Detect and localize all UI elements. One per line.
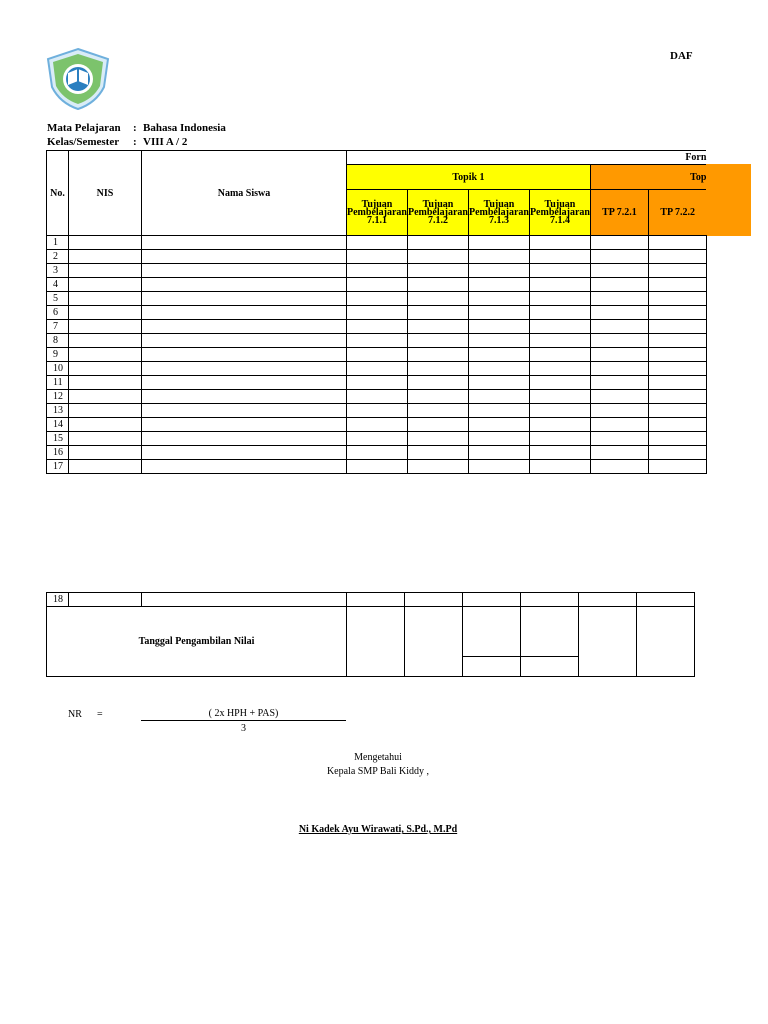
nama-cell[interactable] [142,593,347,607]
nis-cell[interactable] [69,432,142,446]
tanggal-pengambilan-label: Tanggal Pengambilan Nilai [47,607,347,677]
score-cell[interactable] [648,278,706,292]
score-cell[interactable] [648,446,706,460]
score-cell[interactable] [407,460,468,474]
score-cell[interactable] [590,348,648,362]
score-cell[interactable] [347,348,408,362]
score-cell[interactable] [468,418,529,432]
score-cell[interactable] [648,432,706,446]
score-cell[interactable] [347,362,408,376]
score-cell[interactable] [347,376,408,390]
score-cell[interactable] [648,348,706,362]
score-cell[interactable] [648,390,706,404]
grade-table [46,150,707,474]
table-row [47,278,707,292]
score-cell[interactable] [521,593,579,607]
score-cell[interactable] [347,334,408,348]
score-cell[interactable] [407,376,468,390]
nama-cell[interactable] [142,292,347,306]
score-cell[interactable] [590,334,648,348]
score-cell[interactable] [468,306,529,320]
date-cell[interactable] [405,607,463,677]
score-cell[interactable] [590,306,648,320]
nis-cell[interactable] [69,390,142,404]
nis-cell[interactable] [69,306,142,320]
score-cell[interactable] [529,320,590,334]
school-logo-icon [46,47,110,111]
score-cell[interactable] [529,334,590,348]
score-cell[interactable] [648,264,706,278]
nis-cell[interactable] [69,446,142,460]
topik-2-header: Top [590,165,706,190]
date-cell[interactable] [579,607,637,677]
header-no: No. [47,151,69,236]
table-row [47,460,707,474]
score-cell[interactable] [468,348,529,362]
nis-cell[interactable] [69,236,142,250]
score-cell[interactable] [468,264,529,278]
separator: : [133,122,137,134]
nama-cell[interactable] [142,348,347,362]
score-cell[interactable] [468,460,529,474]
score-cell[interactable] [347,446,408,460]
date-cell[interactable] [521,607,579,657]
score-cell[interactable] [529,264,590,278]
score-cell[interactable] [590,432,648,446]
header-nama-siswa: Nama Siswa [142,151,347,236]
tp-7-1-2-header: Tujuan Pembelajaran 7.1.2 [407,190,468,236]
score-cell[interactable] [407,236,468,250]
tp-7-1-1-header: Tujuan Pembelajaran 7.1.1 [347,190,408,236]
score-cell[interactable] [648,236,706,250]
score-cell[interactable] [468,432,529,446]
row-number: 6 [47,306,69,320]
nis-cell[interactable] [69,418,142,432]
signatory-name: Ni Kadek Ayu Wirawati, S.Pd., M.Pd [298,824,458,835]
score-cell[interactable] [529,390,590,404]
score-cell[interactable] [468,376,529,390]
score-cell[interactable] [407,278,468,292]
score-cell[interactable] [347,236,408,250]
score-cell[interactable] [347,320,408,334]
score-cell[interactable] [648,334,706,348]
nama-cell[interactable] [142,376,347,390]
score-cell[interactable] [529,376,590,390]
date-cell[interactable] [637,607,695,677]
score-cell[interactable] [347,432,408,446]
nis-cell[interactable] [69,593,142,607]
formula-numerator: ( 2x HPH + PAS) [141,708,346,721]
row-number: 8 [47,334,69,348]
score-cell[interactable] [590,390,648,404]
table-row [47,404,707,418]
mata-pelajaran-label: Mata Pelajaran [47,122,121,134]
score-cell[interactable] [407,404,468,418]
score-cell[interactable] [407,390,468,404]
nama-cell[interactable] [142,278,347,292]
row-number: 13 [47,404,69,418]
score-cell[interactable] [529,348,590,362]
score-cell[interactable] [648,404,706,418]
row-number: 1 [47,236,69,250]
date-cell[interactable] [521,657,579,677]
score-cell[interactable] [590,278,648,292]
kelas-value: VIII A / 2 [143,136,188,148]
score-cell[interactable] [579,593,637,607]
score-cell[interactable] [590,236,648,250]
score-cell[interactable] [347,390,408,404]
score-cell[interactable] [468,390,529,404]
date-cell[interactable] [347,607,405,677]
table-row [47,236,707,250]
table-row [47,390,707,404]
nis-cell[interactable] [69,404,142,418]
score-cell[interactable] [648,376,706,390]
mata-pelajaran-line [47,122,226,134]
score-cell[interactable] [529,362,590,376]
score-cell[interactable] [468,320,529,334]
row-number: 3 [47,264,69,278]
date-cell[interactable] [463,657,521,677]
score-cell[interactable] [407,250,468,264]
score-cell[interactable] [407,292,468,306]
nis-cell[interactable] [69,348,142,362]
score-cell[interactable] [590,362,648,376]
table-row [47,418,707,432]
score-cell[interactable] [407,306,468,320]
score-cell[interactable] [407,320,468,334]
score-cell[interactable] [590,404,648,418]
nama-cell[interactable] [142,320,347,334]
table-row [47,250,707,264]
score-cell[interactable] [590,264,648,278]
mata-pelajaran-value: Bahasa Indonesia [143,122,226,134]
table-row [47,264,707,278]
tp-7-2-2-header: TP 7.2.2 [648,190,706,236]
score-cell[interactable] [407,446,468,460]
formula-lhs: NR [68,709,82,720]
score-cell[interactable] [529,446,590,460]
score-cell[interactable] [637,593,695,607]
score-cell[interactable] [407,334,468,348]
score-cell[interactable] [347,418,408,432]
score-cell[interactable] [648,362,706,376]
score-cell[interactable] [405,593,463,607]
score-cell[interactable] [529,418,590,432]
table-row [47,376,707,390]
nama-cell[interactable] [142,236,347,250]
nama-cell[interactable] [142,362,347,376]
row-number: 10 [47,362,69,376]
score-cell[interactable] [529,306,590,320]
kepala-sekolah-label: Kepala SMP Bali Kiddy , [326,766,430,777]
kelas-label: Kelas/Semester [47,136,120,148]
score-cell[interactable] [468,362,529,376]
tp-7-1-4-header: Tujuan Pembelajaran 7.1.4 [529,190,590,236]
nama-cell[interactable] [142,334,347,348]
nama-cell[interactable] [142,418,347,432]
score-cell[interactable] [648,460,706,474]
score-cell[interactable] [590,460,648,474]
row-number: 9 [47,348,69,362]
score-cell[interactable] [590,446,648,460]
table-row [47,446,707,460]
score-cell[interactable] [529,250,590,264]
score-cell[interactable] [347,250,408,264]
row-number: 2 [47,250,69,264]
score-cell[interactable] [468,292,529,306]
score-cell[interactable] [468,446,529,460]
score-cell[interactable] [468,278,529,292]
nis-cell[interactable] [69,376,142,390]
nis-cell[interactable] [69,334,142,348]
row-number: 7 [47,320,69,334]
score-cell[interactable] [590,418,648,432]
score-cell[interactable] [407,362,468,376]
nis-cell[interactable] [69,362,142,376]
table-row [47,348,707,362]
score-cell[interactable] [347,460,408,474]
nis-cell[interactable] [69,460,142,474]
score-cell[interactable] [468,404,529,418]
row-number: 15 [47,432,69,446]
score-cell[interactable] [347,278,408,292]
nama-cell[interactable] [142,460,347,474]
header-nis: NIS [69,151,142,236]
topik-1-header: Topik 1 [347,165,591,190]
score-cell[interactable] [648,320,706,334]
row-number: 5 [47,292,69,306]
score-cell[interactable] [347,264,408,278]
nama-cell[interactable] [142,250,347,264]
row-number: 18 [47,593,69,607]
row-number: 14 [47,418,69,432]
row-number: 17 [47,460,69,474]
score-cell[interactable] [529,236,590,250]
score-cell[interactable] [529,278,590,292]
table-row [47,292,707,306]
nis-cell[interactable] [69,292,142,306]
score-cell[interactable] [468,236,529,250]
score-cell[interactable] [407,348,468,362]
table-row [47,306,707,320]
formula-denominator: 3 [241,723,246,734]
document-title-fragment: DAF [670,50,693,62]
row-number: 11 [47,376,69,390]
score-cell[interactable] [468,334,529,348]
score-cell[interactable] [468,250,529,264]
score-cell[interactable] [590,250,648,264]
score-cell[interactable] [529,292,590,306]
score-cell[interactable] [529,404,590,418]
table-row [47,334,707,348]
nama-cell[interactable] [142,446,347,460]
row-number: 16 [47,446,69,460]
nis-cell[interactable] [69,320,142,334]
score-cell[interactable] [590,320,648,334]
tp-7-1-3-header: Tujuan Pembelajaran 7.1.3 [468,190,529,236]
score-cell[interactable] [347,292,408,306]
kelas-line [47,136,187,148]
score-cell[interactable] [407,264,468,278]
date-cell[interactable] [463,607,521,657]
score-cell[interactable] [648,418,706,432]
score-cell[interactable] [529,460,590,474]
nis-cell[interactable] [69,250,142,264]
score-cell[interactable] [407,418,468,432]
table-row [47,432,707,446]
score-cell[interactable] [648,306,706,320]
grade-table-continued [46,592,695,677]
score-cell[interactable] [590,376,648,390]
table-row [47,362,707,376]
score-cell[interactable] [347,306,408,320]
format-label: Forn [347,151,707,165]
row-number: 4 [47,278,69,292]
score-cell[interactable] [463,593,521,607]
tp-7-2-1-header: TP 7.2.1 [590,190,648,236]
mengetahui-label: Mengetahui [354,752,402,763]
nis-cell[interactable] [69,278,142,292]
score-cell[interactable] [347,593,405,607]
nama-cell[interactable] [142,306,347,320]
score-cell[interactable] [407,432,468,446]
score-cell[interactable] [529,432,590,446]
formula-equals: = [97,709,103,720]
nis-cell[interactable] [69,264,142,278]
nama-cell[interactable] [142,264,347,278]
separator: : [133,136,137,148]
nama-cell[interactable] [142,404,347,418]
row-number: 12 [47,390,69,404]
score-cell[interactable] [590,292,648,306]
score-cell[interactable] [347,404,408,418]
table-row [47,320,707,334]
nama-cell[interactable] [142,390,347,404]
score-cell[interactable] [648,250,706,264]
score-cell[interactable] [648,292,706,306]
nama-cell[interactable] [142,432,347,446]
